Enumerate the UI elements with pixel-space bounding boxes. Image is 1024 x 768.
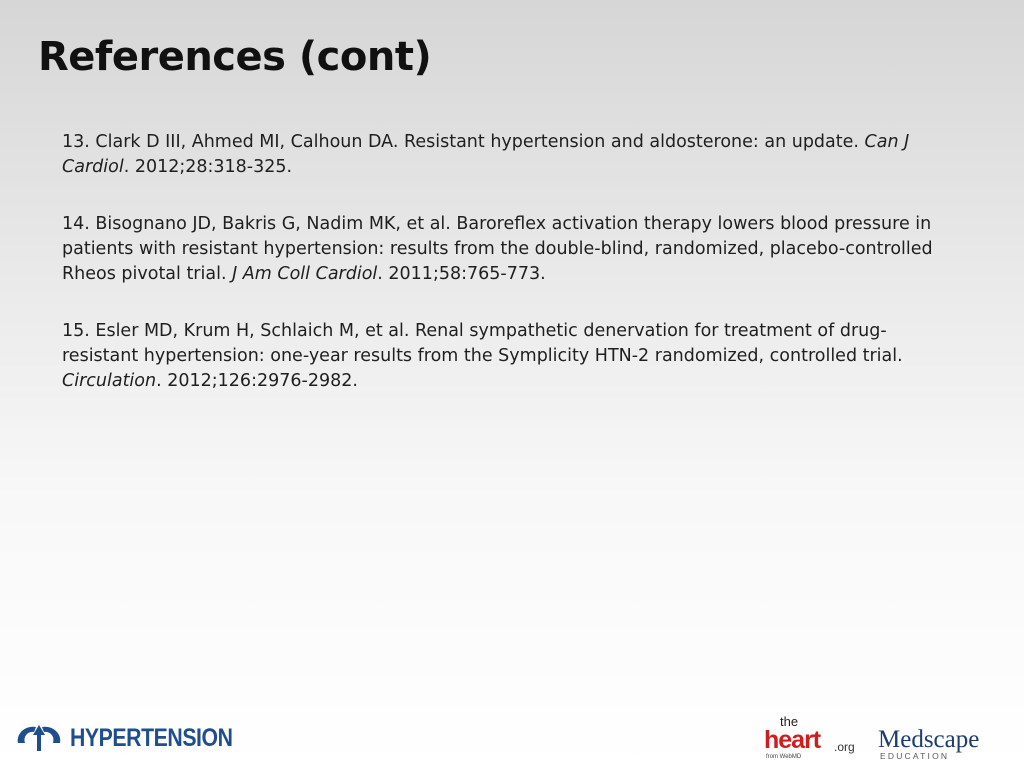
reference-text: 13. Clark D III, Ahmed MI, Calhoun DA. Resistant hypertension and aldosterone: an update. <box>62 132 865 152</box>
medscape-education-logo <box>878 726 998 762</box>
reference-text: 14. Bisognano JD, Bakris G, Nadim MK, et al. Baroreflex activation therapy lowers blood pressure in patients with resistant hypertension: results from the double-blind, randomized, placebo-controlled Rheos pivotal trial. <box>62 214 933 284</box>
medscape-name-text: Medscape <box>878 726 980 753</box>
theheart-from-text: from WebMD <box>766 754 802 760</box>
reference-citation: . 2012;28:318-325. <box>123 157 293 177</box>
theheart-org-text: .org <box>834 740 855 754</box>
theheart-heart-text: heart <box>764 726 821 754</box>
theheart-the-text: the <box>780 714 799 729</box>
hypertension-emblem-icon <box>14 721 64 755</box>
reference-item-14 <box>62 212 962 287</box>
theheart-org-logo <box>764 714 864 764</box>
reference-item-13 <box>62 130 962 180</box>
journal-name: Circulation <box>62 371 157 391</box>
journal-name: Can J Cardiol <box>62 132 910 177</box>
hypertension-logo <box>14 716 261 760</box>
reference-citation: . 2011;58:765-773. <box>377 264 546 284</box>
journal-name: J Am Coll Cardiol <box>232 264 378 284</box>
slide-title: References (cont) <box>38 34 432 80</box>
reference-citation: . 2012;126:2976-2982. <box>156 371 358 391</box>
reference-list <box>62 130 962 426</box>
reference-text: 15. Esler MD, Krum H, Schlaich M, et al. Renal sympathetic denervation for treatment of drug-resistant hypertension: one-year results from the Symplicity HTN-2 randomized, controlled trial. <box>62 321 903 366</box>
hypertension-logo-text: HYPERTENSION <box>70 723 233 752</box>
medscape-education-text: EDUCATION <box>880 751 950 761</box>
reference-item-15 <box>62 319 962 394</box>
